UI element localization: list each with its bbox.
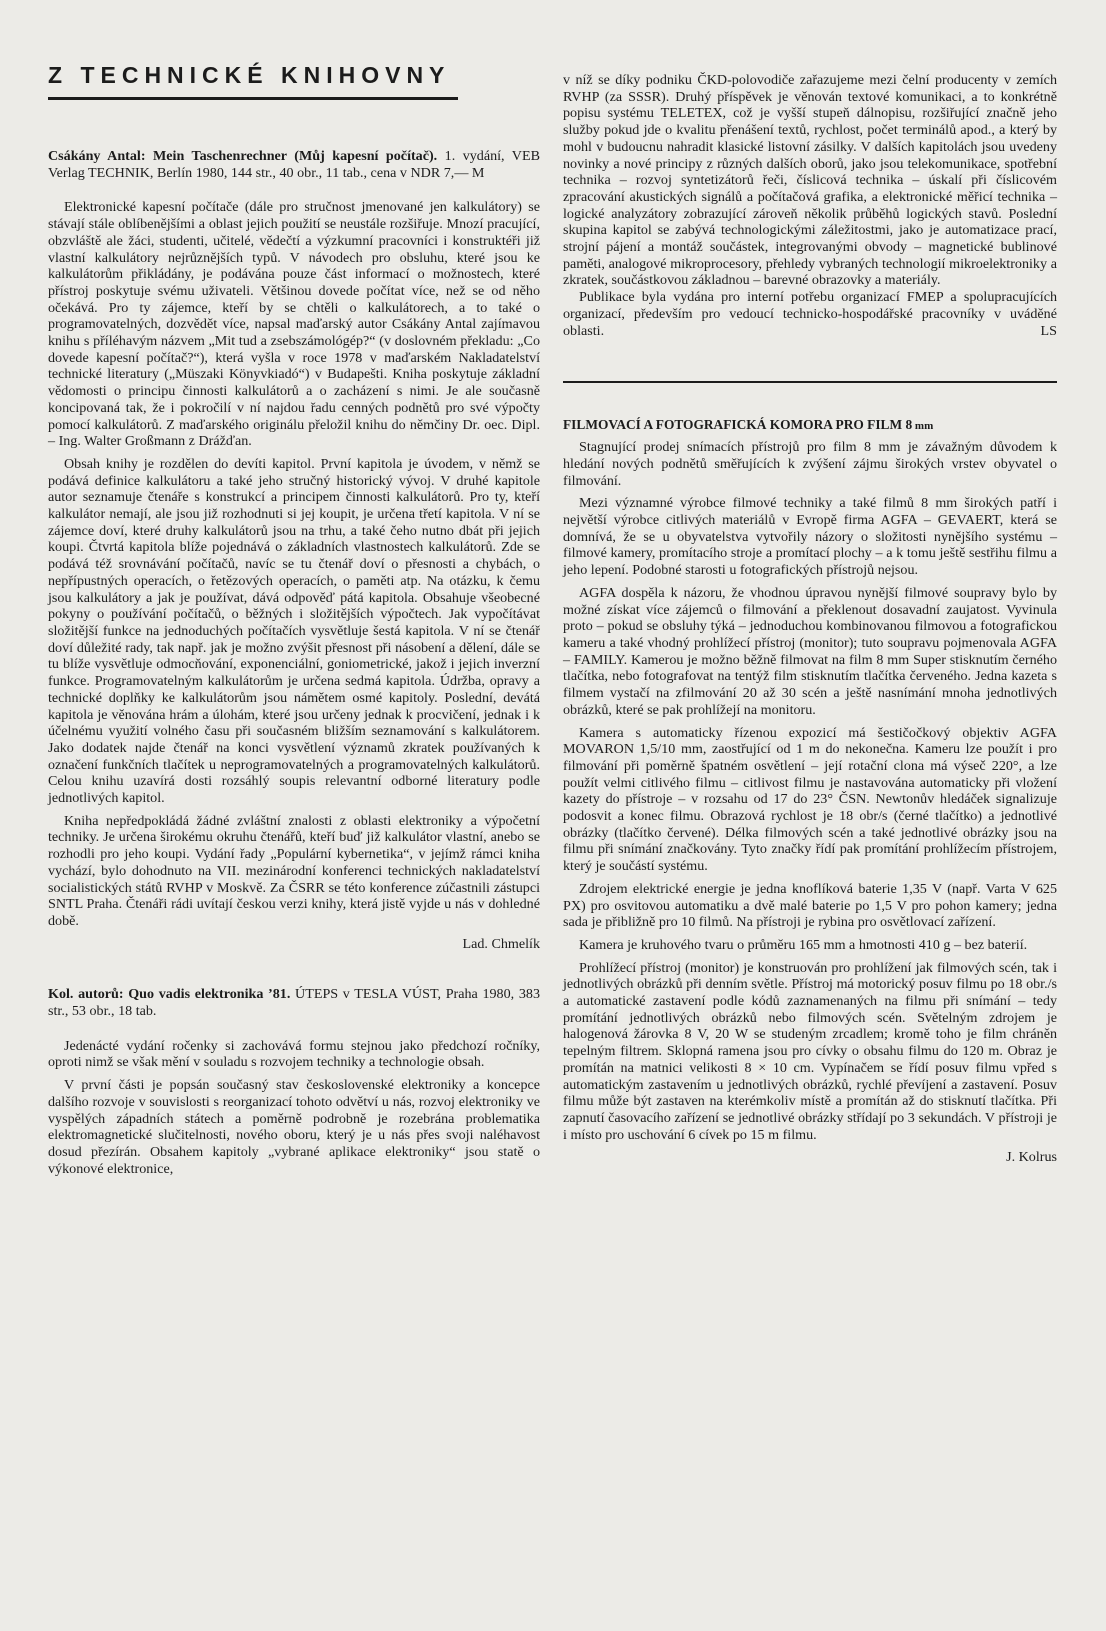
review-1-title: Csákány Antal: Mein Taschenrechner (Můj kapesní počítač).: [48, 148, 438, 164]
article-paragraph: Kamera s automaticky řízenou expozicí má šestičočkový objektiv AGFA MOVARON 1,5/10 mm, zaostřující od 1 m do nekonečna. Kameru lze použít i pro filmování při poměrně špatném osvětlení – její rotační clona má výseč 220°, a lze použít velmi citlivého filmu – citlivost filmu je nastavována automaticky při vložení kazety do přístroje – v rozsahu od 17 do 23° ČSN. Newtonův hledáček signalizuje podosvit a konec filmu. Obrazová rychlost je 18 obr/s (černé tlačítko) a jednotlivé obrázky (tlačítko červené). Délka filmových scén a také jednotlivé obrázky jsou na filmu při snímání značkovány. Tyto značky řídí pak promítání prohlížecím přístrojem, který je součástí systému.: [563, 724, 1057, 875]
page-heading: Z TECHNICKÉ KNIHOVNY: [48, 62, 458, 100]
review-2-title: Kol. autorů: Quo vadis elektronika ’81.: [48, 986, 291, 1003]
left-column: [48, 62, 540, 1177]
review-1-paragraph: Obsah knihy je rozdělen do devíti kapitol. První kapitola je úvodem, v němž se podává definice kalkulátoru a také jeho stručný historický vývoj. V druhé kapitole autor seznamuje čtenáře s konstrukcí a principem činnosti kalkulátorů. Pro ty, kteří kalkulátor nemají, ale jsou již rozhodnuti si jej koupit, je určena třetí kapitola. V ní se zájemce doví, které druhy kalkulátorů jsou na trhu, a také čeho nutno dbát při jejich koupi. Čtvrtá kapitola blíže pojednává o základních vlastnostech kalkulátorů. Zde se podává též srovnávání počítačů, navíc se tu čtenář doví o přesnosti a chybách, o nepřípustných operacích, o řetězových operacích, o paměti atp. Na otázku, k čemu jsou kalkulátory a jak je používat, dává odpověď pátá kapitola. Obsahuje všeobecné pokyny o používání počítačů, o běžných i složitějších výpočtech. Jak vypočítávat složitější funkce na jednoduchých počítačích vysvětluje šestá kapitola. V ní se čtenář doví důležité rady, tak např. jak je možno zvýšit přesnost při násobení a dělení, dále se tu blíže vysvětluje odmocňování, exponenciální, goniometrické, jakož i jejich inverzní funkce. Programovatelným kalkulátorům je určena sedmá kapitola. Údržba, opravy a technické doplňky ke kalkulátorům jsou námětem osmé kapitoly. Poslední, devátá kapitola je věnována hrám a úlohám, které jsou určeny jednak k procvičení, jednak i k účelnému využití volného času při současném bližším seznamování s kalkulátorem. Jako dodatek najde čtenář na konci vysvětlení významů zkratek používaných k označení funkčních tlačítek u neprogramovatelných a programovatelných kalkulátorů. Celou knihu uzavírá dosti rozsáhlý soupis relevantní odborné literatury podle jednotlivých kapitol.: [48, 455, 540, 807]
article-paragraph: Prohlížecí přístroj (monitor) je konstruován pro prohlížení jak filmových scén, tak i jednotlivých obrázků při denním světle. Přístroj má motorický posuv filmu po 18 obr./s a automatické zastavení podle kódů zaznamenaných na filmu při snímání – tedy promítání jednotlivých obrázků nebo filmových scén. Světelným zdrojem je halogenová žárovka 8 V, 20 W se studeným zrcadlem; kromě toho je film chráněn tepelným filtrem. Sklopná ramena jsou pro cívky o obsahu filmu do 120 m. Obraz je promítán na matnici velikosti 8 × 10 cm. Vypínačem se řídí posuv filmu vpřed s automatickým zastavením u jednotlivých obrázků, rychlé převíjení a zastavení. Posuv filmu může být zastaven na kterémkoliv místě a promítán až do stisknutí tlačítka. Při zapnutí časovacího zařízení se jednotlivé obrázky střídají po 3 sekundách. V přístroji je i místo pro uschování 6 cívek po 15 m filmu.: [563, 959, 1057, 1143]
review-2-signature: LS: [1040, 322, 1057, 339]
article-signature: J. Kolrus: [1006, 1149, 1057, 1166]
article: [563, 417, 1057, 1166]
review-1-publication-info: 1. vydání, VEB Verlag TECHNIK, Berlín 1980, 144 str., 40 obr., 11 tab., cena v NDR 7,— M: [48, 148, 540, 181]
article-title-unit: mm: [912, 420, 934, 433]
review-2-last-paragraph: [563, 289, 1057, 339]
article-title: [563, 417, 1057, 433]
right-column: [563, 72, 1057, 1166]
review-2-paragraph: V první části je popsán současný stav československé elektroniky a koncepce dalšího rozvoje v souvislosti s reorganizací tohoto odvětví u nás, rozvoj elektroniky ve vyspělých západních státech a poměrně podrobně je rozebrána problematika elektromagnetické slučitelnosti, nového oboru, který je u nás přes svoji naléhavost dosud přezírán. Obsahem kapitoly „vybrané aplikace elektroniky“ jsou statě o výkonové elektronice,: [48, 1077, 540, 1177]
article-paragraph: Zdrojem elektrické energie je jedna knoflíková baterie 1,35 V (např. Varta V 625 PX) pro osvitovou automatiku a dvě malé baterie po 1,5 V pro pohon kamery; jedna sada je přibližně pro 10 filmů. Na přístroji je rybina pro osvětlovací zařízení.: [563, 880, 1057, 931]
review-1: [48, 148, 540, 952]
article-paragraph: AGFA dospěla k názoru, že vhodnou úpravou nynější filmové soupravy bylo by možné získat více zájemců o filmování a překlenout dosavadní zaujatost. Vyvinula proto – pokud se obsluhy týká – jednoduchou kombinovanou filmovou a fotografickou kameru a také vhodný prohlížecí přístroj (monitor); tuto soupravu pojmenovala AGFA – FAMILY. Kamerou je možno běžně filmovat na film 8 mm Super stisknutím černého tlačítka, nebo fotografovat na tentýž film stisknutím tlačítka červeného. Jedna kazeta s filmem vystačí na zfilmování 20 až 30 scén a ještě nasnímání mnoha jednotlivých obrázků, které se pak prohlížejí na monitoru.: [563, 584, 1057, 718]
review-2-paragraph: Jedenácté vydání ročenky si zachovává formu stejnou jako předchozí ročníky, oproti nimž se však mění v souladu s rozvojem techniky a technologie obsah.: [48, 1037, 540, 1071]
review-2-publication-info: ÚTEPS v TESLA VÚST, Praha 1980, 383 str., 53 obr., 18 tab.: [48, 986, 540, 1020]
review-2-bibliography: [48, 986, 540, 1019]
article-paragraph: Kamera je kruhového tvaru o průměru 165 mm a hmotnosti 410 g – bez baterií.: [579, 936, 1028, 953]
review-1-paragraph: Kniha nepředpokládá žádné zvláštní znalosti z oblasti elektroniky a výpočetní techniky. Je určena širokému okruhu čtenářů, kteří buď již kalkulátor vlastní, anebo se rozhodli pro jeho koupi. Vydání řady „Populární kybernetika“, v jejímž rámci kniha vychází, bylo dohodnuto na VII. mezinárodní konferenci technických nakladatelství socialistických států RVHP v Moskvě. Za ČSRR se této konference zúčastnili zástupci SNTL Praha. Čtenáři rádi uvítají českou verzi knihy, která jistě vyjde u nás v dohledné době.: [48, 812, 540, 929]
review-2-continuation: v níž se díky podniku ČKD-polovodiče zařazujeme mezi čelní producenty v zemích RVHP (za SSSR). Druhý příspěvek je věnován textové komunikaci, a to konkrétně popisu systému TELETEX, což je vyšší stupeň dálnopisu, rozšiřující značně jeho služby pokud jde o kvalitu přenášení textů, rychlost, počet terminálů apod., a který by mohl v budoucnu nahradit klasické listovní zásilky. V dalších kapitolách jsou uvedeny novinky a nové principy z různých dalších oborů, jako jsou telekomunikace, spotřební technika – rozvoj syntetizátorů řeči, číslicová technika – úskalí při číslicovém zpracování akustických signálů a počítačová grafika, a elektronické měřicí technika – logické analyzátory zobrazující zároveň několik průběhů logických stavů. Poslední skupina kapitol se zabývá technologickými záležitostmi, jako je automatizace prací, strojní pájení a montáž součástek, integrovanými obvody – magnetické bublinové paměti, analogové mikroprocesory, přehledy vybraných technologií mikroelektroniky a zkratek, součástkovou základnou – barevné obrazovky a materiály.: [563, 72, 1057, 289]
article-title-main: FILMOVACÍ A FOTOGRAFICKÁ KOMORA PRO FILM 8: [563, 417, 913, 433]
article-paragraph: Stagnující prodej snímacích přístrojů pro film 8 mm je závažným důvodem k hledání nových podnětů směřujících k zvýšení zájmu širokých vrstev obyvatel o filmování.: [563, 439, 1057, 489]
article-paragraph: Mezi významné výrobce filmové techniky a také filmů 8 mm širokých patří i největší výrobce citlivých materiálů v Evropě firma AGFA – GEVAERT, která se domnívá, že se u obyvatelstva vytvořily názory o složitosti nynějšího systému – filmové kamery, promítacího stroje a promítací plochy – a k tomu ještě sestřihu filmu a jeho lepení. Podobné starosti u fotografických přístrojů nejsou.: [563, 495, 1057, 579]
review-2: [48, 986, 540, 1177]
review-1-signature: Lad. Chmelík: [462, 935, 540, 952]
review-1-bibliography: [48, 148, 540, 181]
review-1-paragraph: Elektronické kapesní počítače (dále pro stručnost jmenované jen kalkulátory) se stávají stále oblíbenějšími a oblast jejich použití se neustále rozšiřuje. Mnozí pracující, obzvláště ale žáci, studenti, učitelé, vědečtí a výzkumní pracovníci i konstruktéři již vlastní kalkulátory nejrůznějších typů. V návodech pro obsluhu, které jsou ke kalkulátorům přikládány, je podávána pouze část informací o možnostech, které přístroj poskytuje svému uživateli. Většinou dovede počítat více, než se od něho očekává. Pro ty zájemce, kteří by se chtěli o kalkulátorech, a to také o programovatelných, dozvědět více, napsal maďarský autor Csákány Antal zajímavou knihu s příléhavým názvem „Mit tud a zsebszámológép?“ (v doslovném překladu: „Co dovede kapesní počítač?“), která vyšla v roce 1978 v maďarském Nakladatelství technické literatury („Müszaki Könyvkiadó“) v Budapešti. Kniha poskytuje základní vědomosti o principu činnosti kalkulátorů a o zacházení s nimi. Je ale současně koncipovaná tak, že i pokročilí v ní najdou řadu cenných podnětů pro své výpočty pomocí kalkulátorů. Z maďarského originálu přeložil knihu do němčiny Dr. oec. Dipl. – Ing. Walter Großmann z Drážďan.: [48, 199, 540, 450]
review-2-last-paragraph-text: Publikace byla vydána pro interní potřebu organizací FMEP a spolupracujících organizací, především pro vedoucí technicko-hospodářské pracovníky v uváděné oblasti.: [563, 289, 1057, 339]
